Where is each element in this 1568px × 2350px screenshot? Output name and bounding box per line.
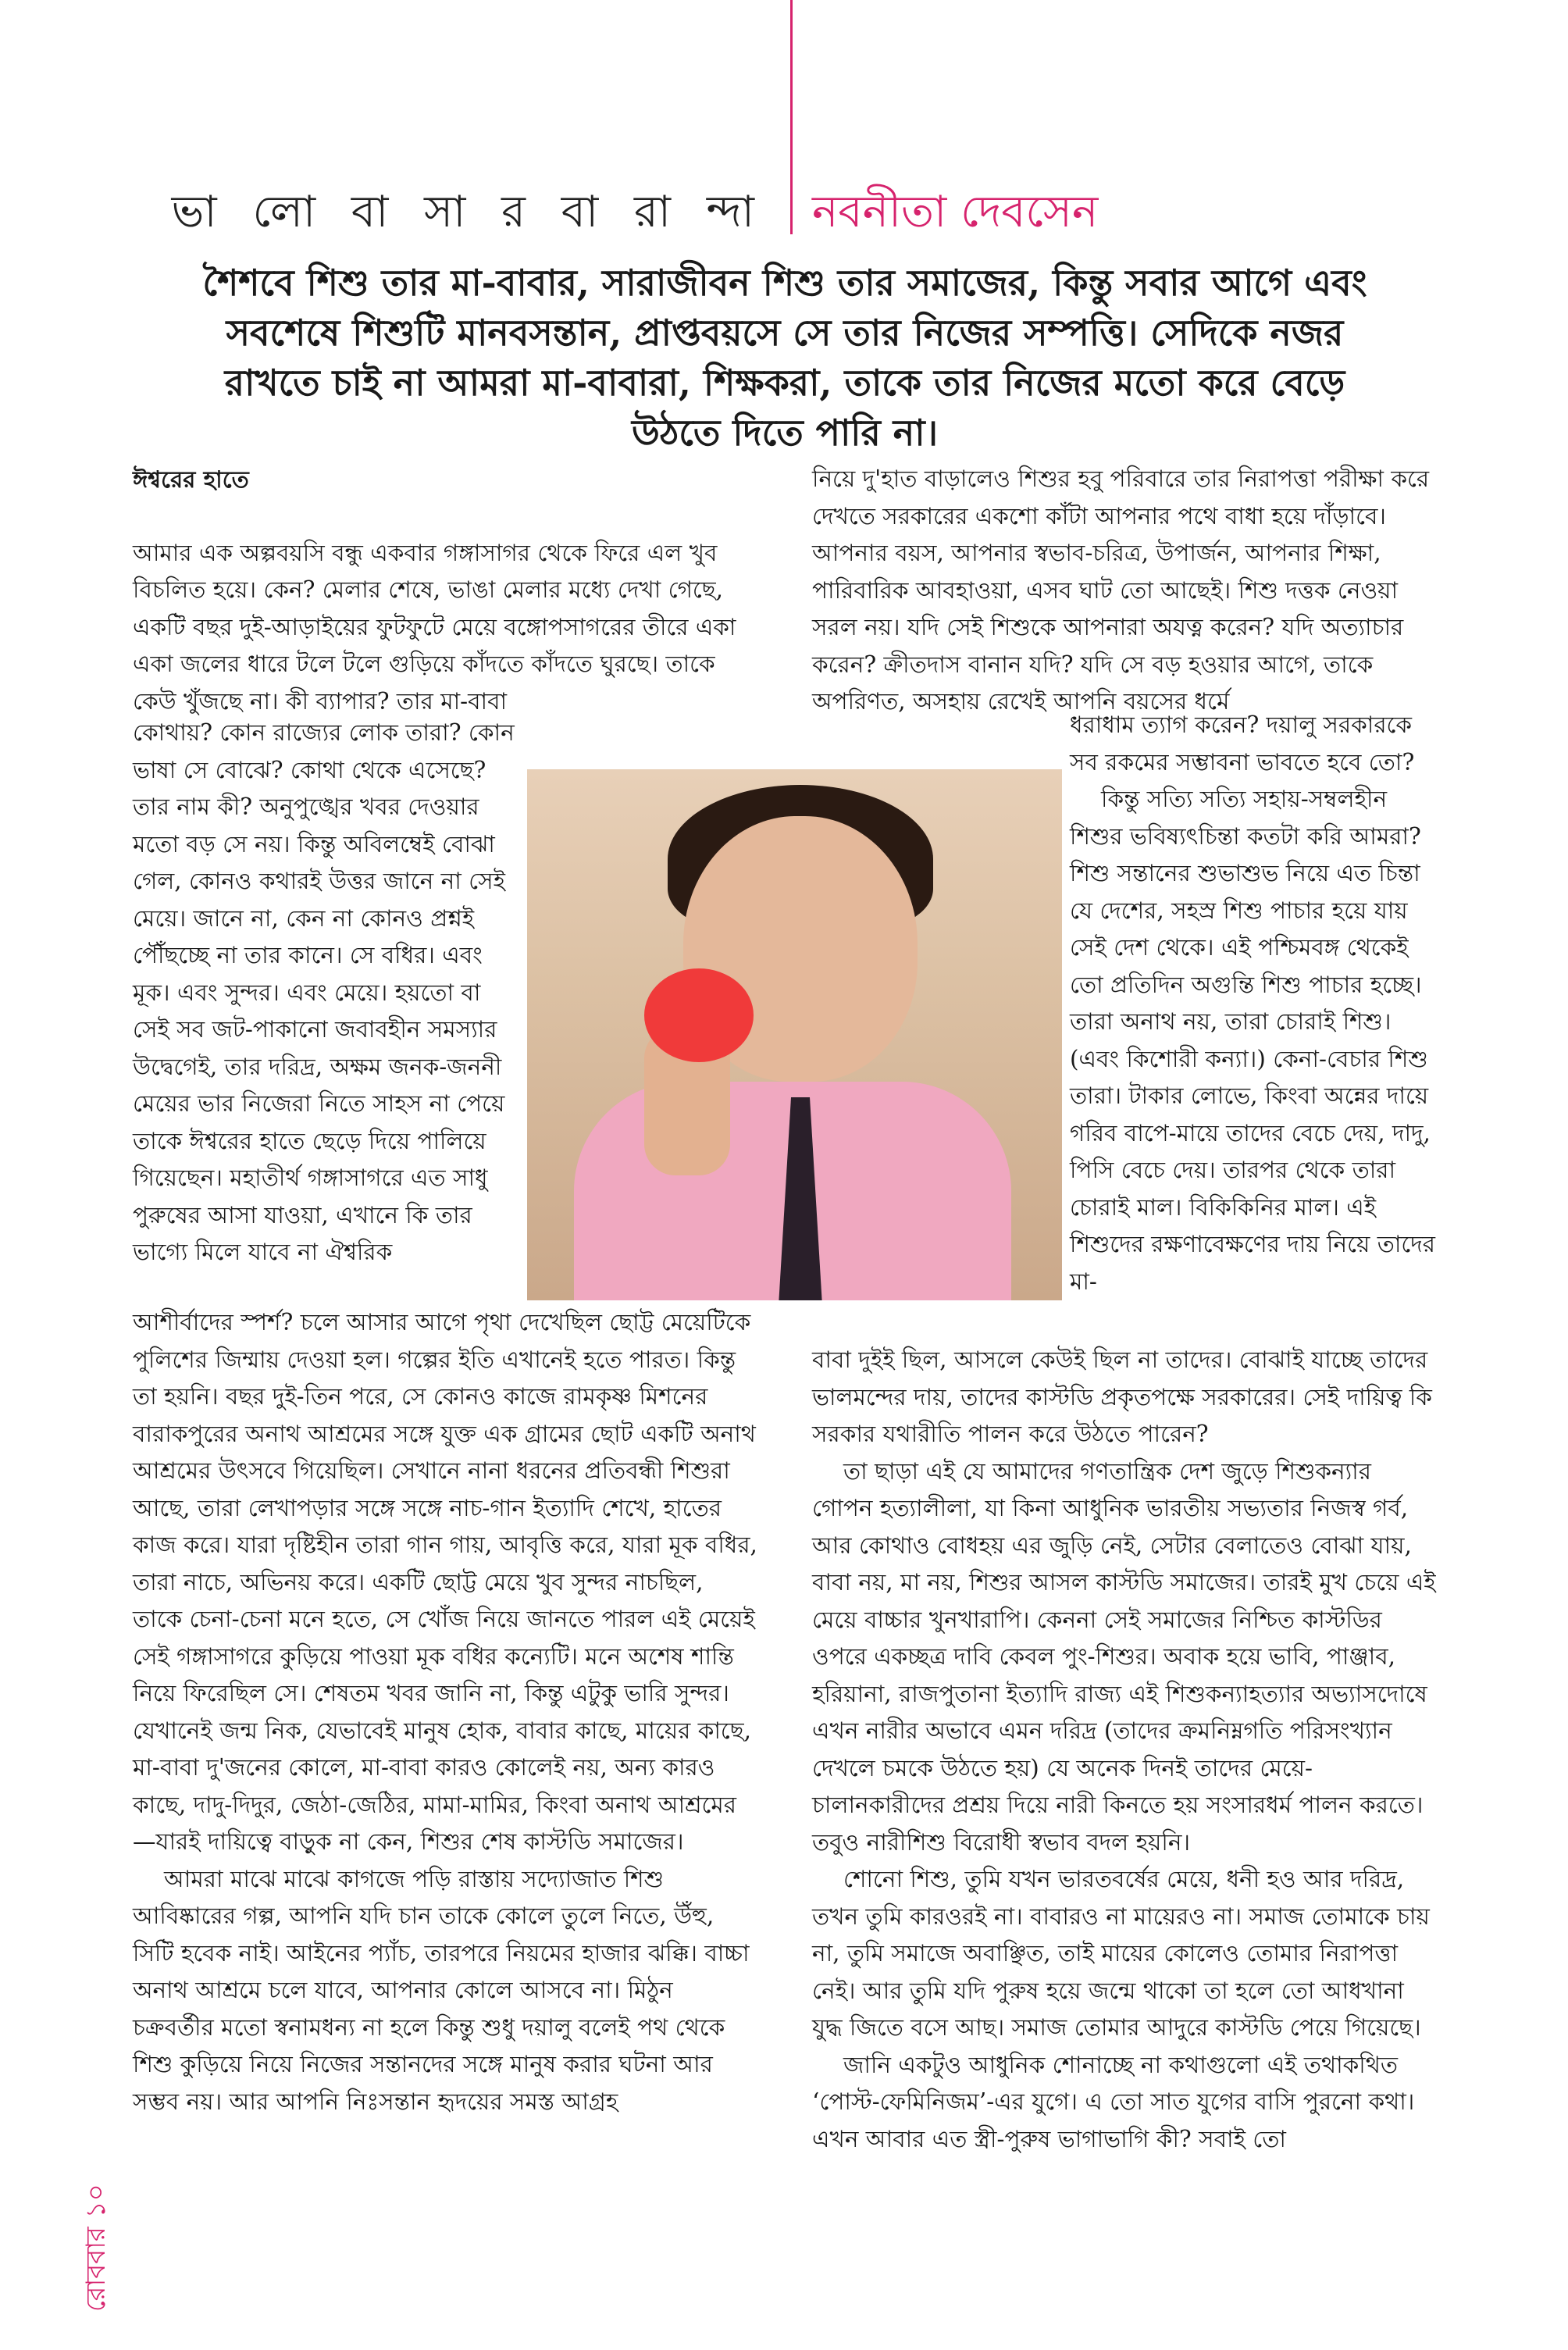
left-paragraph-1-rest: আশীর্বাদের স্পর্শ? চলে আসার আগে পৃথা দেখেছিল ছোট্ট মেয়েটিকে পুলিশের জিম্মায় দেওয়া হল। গল্পের ইতি এখানেই হতে পারত। কিন্তু তা হয়নি। বছর দুই-তিন পরে, সে কোনও কাজে রামকৃষ্ণ মিশনের বারাকপুরের অনাথ আশ্রমের সঙ্গে যুক্ত এক গ্রামের ছোট একটি অনাথ আশ্রমের উৎসবে গিয়েছিল। সেখানে নানা ধরনের প্রতিবন্ধী শিশুরা আছে, তারা লেখাপড়ার সঙ্গে সঙ্গে নাচ-গান ইত্যাদি শেখে, হাতের কাজ করে। যারা দৃষ্টিহীন তারা গান গায়, আবৃত্তি করে, যারা মূক বধির, তারা নাচে, অভিনয় করে। একটি ছোট্ট মেয়ে খুব সুন্দর নাচছিল, তাকে চেনা-চেনা মনে হতে, সে খোঁজ নিয়ে জানতে পারল এই মেয়েই সেই গঙ্গাসাগরে কুড়িয়ে পাওয়া মূক বধির কন্যেটি। মনে অশেষ শান্তি নিয়ে ফিরেছিল সে। শেষতম খবর জানি না, কিন্তু এটুকু ভারি সুন্দর। যেখানেই জন্ম নিক, যেভাবেই মানুষ হোক, বাবার কাছে, মায়ের কাছে, মা-বাবা দু'জনের কোলে, মা-বাবা কারও কোলেই নয়, অন্য কারও কাছে, দাদু-দিদুর, জেঠা-জেঠির, মামা-মামির, কিংবা অনাথ আশ্রমের—যারই দায়িত্বে বাড়ুক না কেন, শিশুর শেষ কাস্টডি সমাজের। (133, 1309, 757, 1855)
right-paragraph-4: শোনো শিশু, তুমি যখন ভারতবর্ষের মেয়ে, ধনী হও আর দরিদ্র, তখন তুমি কারওরই না। বাবারও না মায়েরও না। সমাজ তোমাকে চায় না, তুমি সমাজে অবাঞ্ছিত, তাই মায়ের কোলেও তোমার নিরাপত্তা নেই। আর তুমি যদি পুরুষ হয়ে জন্মে থাকো তা হলে তো আধখানা যুদ্ধ জিতে বসে আছ। সমাজ তোমার আদুরে কাস্টডি পেয়ে গিয়েছে। (812, 1866, 1430, 2041)
subheading: ঈশ্বরের হাতে (133, 465, 249, 493)
photo-lollipop-shape (644, 968, 754, 1062)
column-name: ভা লো বা সা র বা রা ন্দা (171, 187, 765, 237)
left-column-wrap (133, 715, 523, 1271)
right-column-top (812, 461, 1437, 721)
left-column-bottom (133, 1304, 757, 2120)
left-column-top (133, 461, 757, 720)
right-paragraph-2-rest: বাবা দুইই ছিল, আসলে কেউই ছিল না তাদের। বোঝাই যাচ্ছে তাদের ভালমন্দের দায়, তাদের কাস্টডি প্রকৃতপক্ষে সরকারের। সেই দায়িত্ব কি সরকার যথারীতি পালন করে উঠতে পারেন? (812, 1346, 1432, 1447)
right-paragraph-1-wrap: ধরাধাম ত্যাগ করেন? দয়ালু সরকারকে সব রকমের সম্ভাবনা ভাবতে হবে তো? (1070, 711, 1415, 776)
author-name: নবনীতা দেবসেন (812, 187, 1099, 237)
left-paragraph-2: আমরা মাঝে মাঝে কাগজে পড়ি রাস্তায় সদ্যোজাত শিশু আবিষ্কারের গল্প, আপনি যদি চান তাকে কোলে তুলে নিতে, উঁহু, সিটি হবেক নাই। আইনের প্যাঁচ, তারপরে নিয়মের হাজার ঝক্কি। বাচ্চা অনাথ আশ্রমে চলে যাবে, আপনার কোলে আসবে না। মিঠুন চক্রবর্তীর মতো স্বনামধন্য না হলে কিন্তু শুধু দয়ালু বলেই পথ থেকে শিশু কুড়িয়ে নিয়ে নিজের সন্তানদের সঙ্গে মানুষ করার ঘটনা আর সম্ভব নয়। আর আপনি নিঃসন্তান হৃদয়ের সমস্ত আগ্রহ (133, 1865, 750, 2115)
right-paragraph-3: তা ছাড়া এই যে আমাদের গণতান্ত্রিক দেশ জুড়ে শিশুকন্যার গোপন হত্যালীলা, যা কিনা আধুনিক ভারতীয় সভ্যতার নিজস্ব গর্ব, আর কোথাও বোধহয় এর জুড়ি নেই, সেটার বেলাতেও বোঝা যায়, বাবা নয়, মা নয়, শিশুর আসল কাস্টডি সমাজের। তারই মুখ চেয়ে এই মেয়ে বাচ্চার খুনখারাপি। কেননা সেই সমাজের নিশ্চিত কাস্টডির ওপরে একচ্ছত্র দাবি কেবল পুং-শিশুর। অবাক হয়ে ভাবি, পাঞ্জাব, হরিয়ানা, রাজপুতানা ইত্যাদি রাজ্য এই শিশুকন্যাহত্যার অভ্যাসদোষে এখন নারীর অভাবে এমন দরিদ্র (তাদের ক্রমনিম্নগতি পরিসংখ্যান দেখলে চমকে উঠতে হয়) যে অনেক দিনই তাদের মেয়ে-চালানকারীদের প্রশ্রয় দিয়ে নারী কিনতে হয় সংসারধর্ম পালন করতে। তবুও নারীশিশু বিরোধী স্বভাব বদল হয়নি। (812, 1457, 1436, 1856)
page-folio: রোববার ১০ (80, 2184, 112, 2312)
article-lede: শৈশবে শিশু তার মা-বাবার, সারাজীবন শিশু তার সমাজের, কিন্তু সবার আগে এবং সবশেষে শিশুটি মানবসন্তান, প্রাপ্তবয়সে সে তার নিজের সম্পত্তি। সেদিকে নজর রাখতে চাই না আমরা মা-বাবারা, শিক্ষকরা, তাকে তার নিজের মতো করে বেড়ে উঠতে দিতে পারি না। (202, 262, 1367, 454)
right-column-wrap (1070, 707, 1437, 1300)
right-paragraph-2-wrap: কিন্তু সত্যি সত্যি সহায়-সম্বলহীন শিশুর ভবিষ্যৎচিন্তা কতটা করি আমরা? শিশু সন্তানের শুভাশুভ নিয়ে এত চিন্তা যে দেশের, সহস্র শিশু পাচার হয়ে যায় সেই দেশ থেকে। এই পশ্চিমবঙ্গ থেকেই তো প্রতিদিন অগুন্তি শিশু পাচার হচ্ছে। তারা অনাথ নয়, তারা চোরাই শিশু। (এবং কিশোরী কন্যা।) কেনা-বেচার শিশু তারা। টাকার লোভে, কিংবা অন্নের দায়ে গরিব বাপে-মায়ে তাদের বেচে দেয়, দাদু, পিসি বেচে দেয়। তারপর থেকে তারা চোরাই মাল। বিকিকিনির মাল। এই শিশুদের রক্ষণাবেক্ষণের দায় নিয়ে তাদের মা- (1070, 786, 1435, 1295)
article-header (0, 178, 1568, 248)
left-paragraph-1-wrap: কোথায়? কোন রাজ্যের লোক তারা? কোন ভাষা সে বোঝে? কোথা থেকে এসেছে? তার নাম কী? অনুপুঙ্খের খবর দেওয়ার মতো বড় সে নয়। কিন্তু অবিলম্বেই বোঝা গেল, কোনও কথারই উত্তর জানে না সেই মেয়ে। জানে না, কেন না কোনও প্রশ্নই পৌঁছচ্ছে না তার কানে। সে বধির। এবং মূক। এবং সুন্দর। এবং মেয়ে। হয়তো বা সেই সব জট-পাকানো জবাবহীন সমস্যার উদ্বেগেই, তার দরিদ্র, অক্ষম জনক-জননী মেয়ের ভার নিজেরা নিতে সাহস না পেয়ে তাকে ঈশ্বরের হাতে ছেড়ে দিয়ে পালিয়ে গিয়েছেন। মহাতীর্থ গঙ্গাসাগরে এত সাধু পুরুষের আসা যাওয়া, এখানে কি তার ভাগ্যে মিলে যাবে না ঐশ্বরিক (133, 719, 515, 1265)
article-photo-boy-with-lollipop (527, 769, 1062, 1300)
right-paragraph-5: জানি একটুও আধুনিক শোনাচ্ছে না কথাগুলো এই তথাকথিত ‘পোস্ট-ফেমিনিজম’-এর যুগে। এ তো সাত যুগের বাসি পুরনো কথা। এখন আবার এত স্ত্রী-পুরুষ ভাগাভাগি কী? সবাই তো (812, 2051, 1415, 2152)
right-paragraph-1: নিয়ে দু'হাত বাড়ালেও শিশুর হবু পরিবারে তার নিরাপত্তা পরীক্ষা করে দেখতে সরকারের একশো কাঁটা আপনার পথে বাধা হয়ে দাঁড়াবে। আপনার বয়স, আপনার স্বভাব-চরিত্র, উপার্জন, আপনার শিক্ষা, পারিবারিক আবহাওয়া, এসব ঘাট তো আছেই। শিশু দত্তক নেওয়া সরল নয়। যদি সেই শিশুকে আপনারা অযত্ন করেন? যদি অত্যাচার করেন? ক্রীতদাস বানান যদি? যদি সে বড় হওয়ার আগে, তাকে অপরিণত, অসহায় রেখেই আপনি বয়সের ধর্মে (812, 465, 1430, 715)
left-paragraph-1: আমার এক অল্পবয়সি বন্ধু একবার গঙ্গাসাগর থেকে ফিরে এল খুব বিচলিত হয়ে। কেন? মেলার শেষে, ভাঙা মেলার মধ্যে দেখা গেছে, একটি বছর দুই-আড়াইয়ের ফুটফুটে মেয়ে বঙ্গোপসাগরের তীরে একা একা জলের ধারে টলে টলে গুড়িয়ে কাঁদতে কাঁদতে ঘুরছে। তাকে কেউ খুঁজছে না। কী ব্যাপার? তার মা-বাবা (133, 539, 736, 715)
right-column-bottom (812, 1342, 1437, 2158)
